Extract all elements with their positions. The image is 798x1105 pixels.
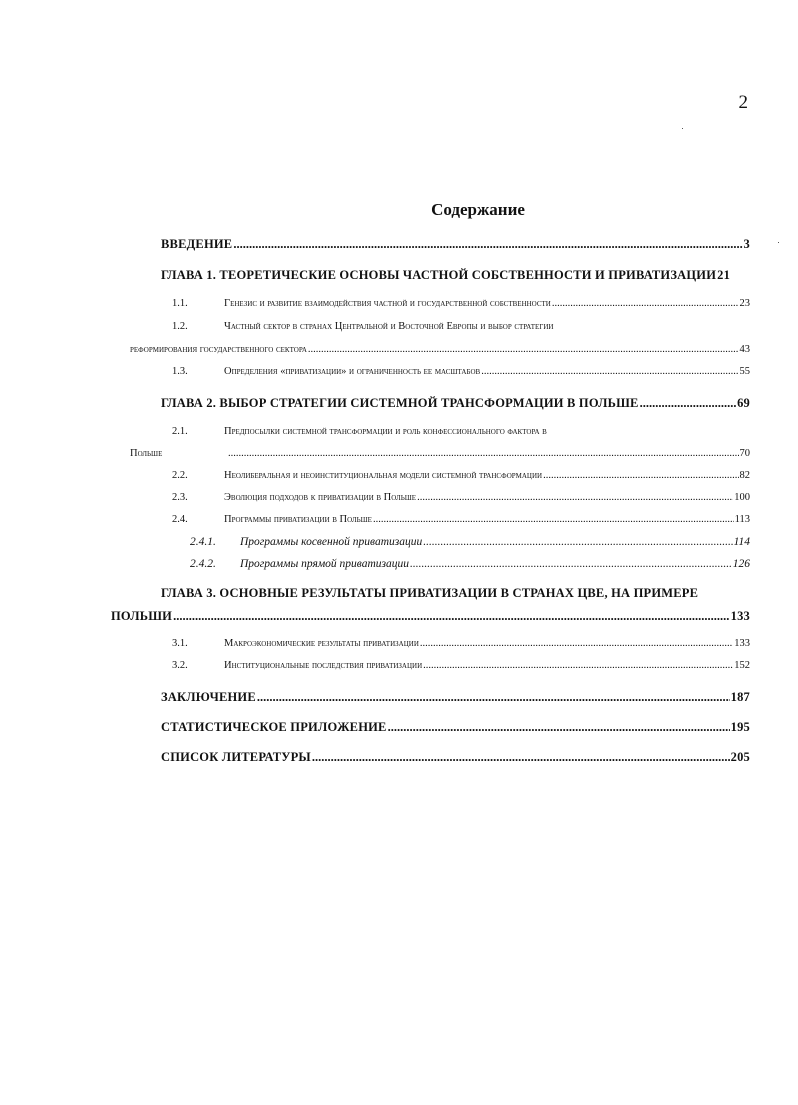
leader-dots — [552, 298, 739, 309]
leader-dots — [173, 609, 730, 624]
page-title: Содержание — [431, 200, 525, 219]
toc-entry-number: 2.1. — [172, 426, 188, 437]
toc-entry-label: Институциональные последствия приватизации — [224, 660, 423, 671]
toc-entry-label: ЗАКЛЮЧЕНИЕ — [161, 690, 256, 704]
toc-entry-section-2-1-cont[interactable] — [130, 448, 750, 459]
toc-entry-label: Программы прямой приватизации — [240, 558, 409, 570]
toc-entry-chapter-2[interactable] — [161, 396, 750, 411]
toc-entry-section-2-4[interactable] — [172, 514, 750, 525]
toc-entry-appendix[interactable] — [161, 720, 750, 735]
page-number: 2 — [738, 92, 748, 113]
toc-entry-section-2-1[interactable] — [172, 426, 547, 437]
toc-entry-section-2-3[interactable] — [172, 492, 750, 503]
leader-dots — [481, 366, 738, 377]
toc-entry-label: СПИСОК ЛИТЕРАТУРЫ — [161, 750, 311, 764]
toc-entry-label: ГЛАВА 3. ОСНОВНЫЕ РЕЗУЛЬТАТЫ ПРИВАТИЗАЦИИ В СТРАНАХ ЦВЕ, НА ПРИМЕРЕ — [161, 586, 699, 600]
toc-entry-number: 2.4.1. — [190, 536, 216, 548]
leader-dots — [543, 470, 738, 481]
toc-entry-label: Определения «приватизации» и ограниченность ее масштабов — [224, 366, 481, 377]
toc-entry-number: 2.2. — [172, 470, 188, 481]
toc-entry-number: 2.4.2. — [190, 558, 216, 570]
toc-entry-number: 3.1. — [172, 638, 188, 649]
leader-dots — [373, 514, 734, 525]
toc-entry-page: 82 — [739, 470, 750, 481]
toc-entry-number: 2.4. — [172, 514, 188, 525]
scan-speck — [778, 242, 779, 243]
leader-dots — [388, 720, 730, 735]
toc-entry-section-1-2[interactable] — [172, 321, 553, 332]
leader-dots — [308, 344, 739, 355]
toc-entry-label: Неолиберальная и неоинституциональная модели системной трансформации — [224, 470, 543, 481]
toc-entry-label: Частный сектор в странах Центральной и Восточной Европы и выбор стратегии — [224, 321, 554, 332]
toc-entry-intro[interactable] — [161, 237, 750, 252]
toc-entry-chapter-3-cont[interactable] — [111, 609, 750, 624]
toc-entry-page: 195 — [730, 720, 750, 734]
toc-entry-section-1-3[interactable] — [172, 366, 750, 377]
toc-entry-label: ВВЕДЕНИЕ — [161, 237, 233, 251]
toc-entry-page: 70 — [739, 448, 750, 459]
toc-entry-label: Программы приватизации в Польше — [224, 514, 372, 525]
toc-entry-page: 3 — [743, 237, 750, 251]
scan-speck — [682, 128, 683, 129]
toc-entry-label: СТАТИСТИЧЕСКОЕ ПРИЛОЖЕНИЕ — [161, 720, 387, 734]
toc-entry-chapter-1[interactable] — [161, 268, 750, 283]
toc-entry-page: 43 — [739, 344, 750, 355]
toc-entry-section-3-1[interactable] — [172, 638, 750, 649]
toc-entry-page: 205 — [730, 750, 750, 764]
toc-entry-page: 113 — [734, 514, 750, 525]
leader-dots — [312, 750, 730, 765]
toc-entry-page: 133 — [734, 638, 750, 649]
toc-entry-conclusion[interactable] — [161, 690, 750, 705]
toc-entry-number: 1.1. — [172, 298, 188, 309]
toc-entry-number: 1.2. — [172, 321, 188, 332]
toc-entry-page: 69 — [737, 396, 750, 410]
leader-dots — [257, 690, 730, 705]
leader-dots — [410, 558, 732, 570]
toc-entry-page: 55 — [739, 366, 750, 377]
leader-dots — [423, 660, 733, 671]
toc-entry-references[interactable] — [161, 750, 750, 765]
toc-entry-section-1-2-cont[interactable] — [130, 344, 750, 355]
toc-entry-number: 2.3. — [172, 492, 188, 503]
toc-entry-page: 133 — [730, 609, 750, 623]
toc-entry-number: 1.3. — [172, 366, 188, 377]
toc-entry-page: 23 — [739, 298, 750, 309]
toc-entry-section-1-1[interactable] — [172, 298, 750, 309]
toc-entry-section-3-2[interactable] — [172, 660, 750, 671]
toc-entry-page: 187 — [730, 690, 750, 704]
toc-entry-label: ГЛАВА 1. ТЕОРЕТИЧЕСКИЕ ОСНОВЫ ЧАСТНОЙ СОБСТВЕННОСТИ И ПРИВАТИЗАЦИИ — [161, 268, 717, 282]
leader-dots — [423, 536, 732, 548]
toc-entry-page: 100 — [734, 492, 750, 503]
toc-entry-chapter-3[interactable] — [161, 586, 698, 601]
toc-entry-number: 3.2. — [172, 660, 188, 671]
toc-entry-section-2-2[interactable] — [172, 470, 750, 481]
leader-dots — [228, 448, 739, 459]
leader-dots — [233, 237, 742, 252]
toc-entry-page: 21 — [717, 268, 731, 282]
toc-entry-page: 114 — [733, 536, 750, 548]
toc-entry-label: Эволюция подходов к приватизации в Польше — [224, 492, 417, 503]
toc-entry-page: 126 — [732, 558, 750, 570]
toc-entry-label: Предпосылки системной трансформации и роль конфессионального фактора в — [224, 426, 547, 437]
toc-entry-label: Программы косвенной приватизации — [240, 536, 423, 548]
toc-entry-page: 152 — [734, 660, 750, 671]
toc-entry-label: ПОЛЬШИ — [111, 609, 173, 623]
toc-entry-subsection-2-4-2[interactable] — [190, 558, 750, 570]
toc-entry-label: Польше — [130, 448, 163, 459]
leader-dots — [417, 492, 733, 503]
toc-entry-label: реформирования государственного сектора — [130, 344, 307, 355]
toc-entry-label: Генезис и развитие взаимодействия частной и государственной собственности — [224, 298, 551, 309]
toc-entry-label: Макроэкономические результаты приватизации — [224, 638, 419, 649]
toc-entry-subsection-2-4-1[interactable] — [190, 536, 750, 548]
toc-entry-label: ГЛАВА 2. ВЫБОР СТРАТЕГИИ СИСТЕМНОЙ ТРАНСФОРМАЦИИ В ПОЛЬШЕ — [161, 396, 639, 410]
leader-dots — [640, 396, 737, 411]
leader-dots — [420, 638, 733, 649]
